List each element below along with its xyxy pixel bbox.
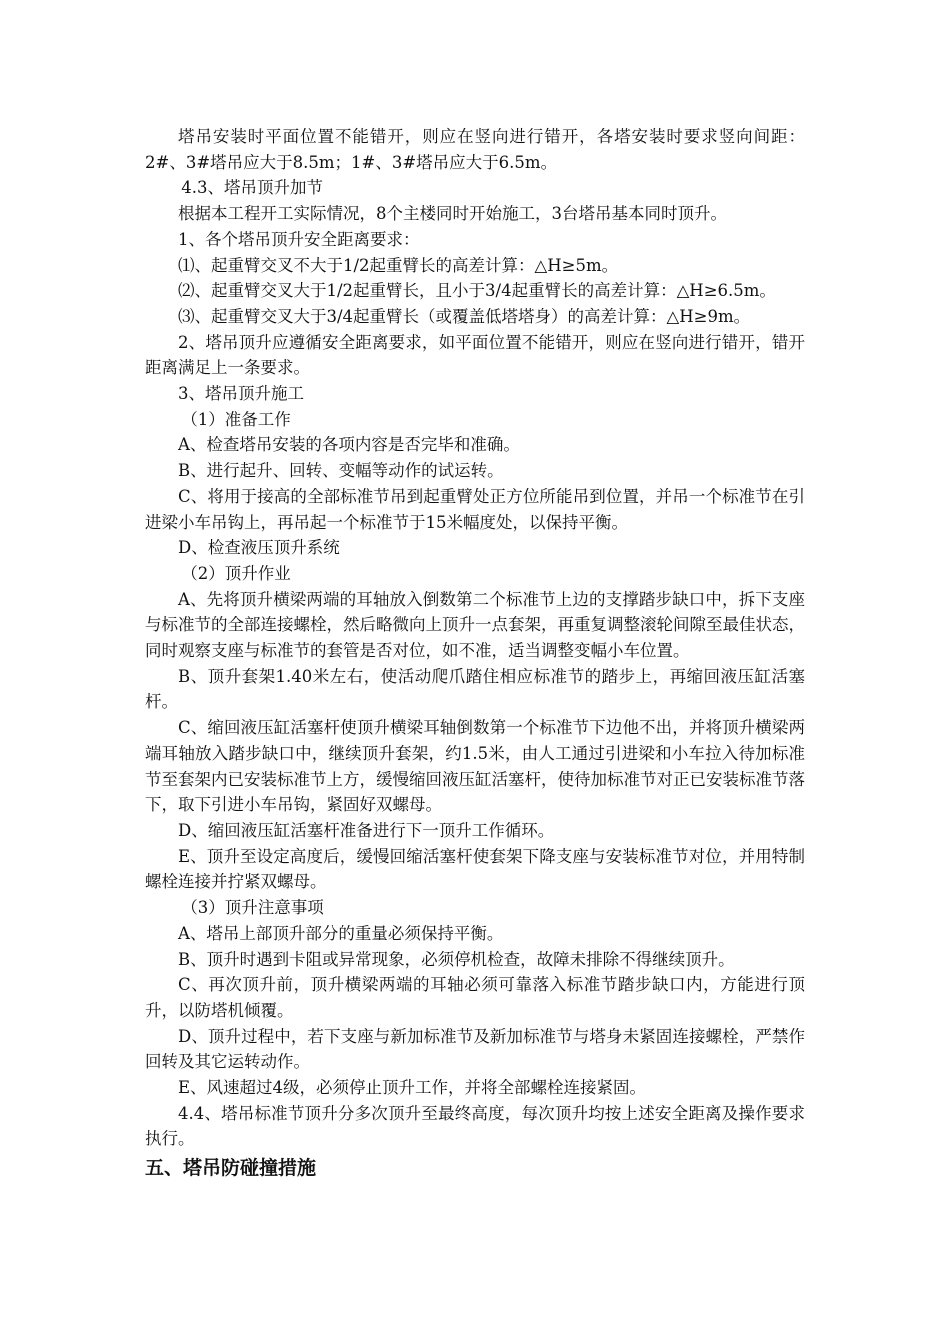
paragraph: A、塔吊上部顶升部分的重量必须保持平衡。 (178, 923, 504, 943)
paragraph: D、检查液压顶升系统 (178, 538, 340, 558)
paragraph: ⑴、起重臂交叉不大于1/2起重臂长的高差计算：△H≥5m。 (178, 255, 619, 275)
section-heading: 五、塔吊防碰撞措施 (145, 1157, 317, 1180)
paragraph: B、顶升套架1.40米左右，使活动爬爪踏住相应标准节的踏步上，再缩回液压缸活塞杆。 (145, 666, 805, 712)
paragraph: ⑶、起重臂交叉大于3/4起重臂长（或覆盖低塔塔身）的高差计算：△H≥9m。 (178, 306, 751, 326)
paragraph: E、顶升至设定高度后，缓慢回缩活塞杆使套架下降支座与安装标准节对位，并用特制螺栓连接并拧紧双螺母。 (145, 846, 805, 892)
paragraph: ⑵、起重臂交叉大于1/2起重臂长，且小于3/4起重臂长的高差计算：△H≥6.5m。 (178, 281, 776, 301)
subsection-title: （2）顶升作业 (181, 563, 291, 583)
document-body (145, 124, 805, 1182)
subsection-title: 4.3、塔吊顶升加节 (181, 178, 324, 198)
paragraph: D、顶升过程中，若下支座与新加标准节及新加标准节与塔身未紧固连接螺栓，严禁作回转及其它运转动作。 (145, 1026, 805, 1072)
paragraph: 塔吊安装时平面位置不能错开，则应在竖向进行错开，各塔安装时要求竖向间距：2#、3#塔吊应大于8.5m；1#、3#塔吊应大于6.5m。 (145, 127, 805, 172)
paragraph: 2、塔吊顶升应遵循安全距离要求，如平面位置不能错开，则应在竖向进行错开，错开距离满足上一条要求。 (145, 332, 805, 378)
paragraph: E、风速超过4级，必须停止顶升工作，并将全部螺栓连接紧固。 (178, 1078, 647, 1098)
subsection-title: （1）准备工作 (181, 409, 291, 429)
paragraph: B、顶升时遇到卡阻或异常现象，必须停机检查，故障未排除不得继续顶升。 (178, 949, 735, 969)
paragraph: A、检查塔吊安装的各项内容是否完毕和准确。 (178, 435, 520, 455)
paragraph: C、将用于接高的全部标准节吊到起重臂处正方位所能吊到位置，并吊一个标准节在引进梁小车吊钩上，再吊起一个标准节于15米幅度处，以保持平衡。 (145, 486, 805, 532)
paragraph: D、缩回液压缸活塞杆准备进行下一顶升工作循环。 (178, 820, 555, 840)
paragraph: C、缩回液压缸活塞杆使顶升横梁耳轴倒数第一个标准节下边他不出，并将顶升横梁两端耳轴放入踏步缺口中，继续顶升套架，约1.5米，由人工通过引进梁和小车拉入待加标准节至套架内已安装标准节上方，缓慢缩回液压缸活塞杆，使待加标准节对正已安装标准节落下，取下引进小车吊钩，紧固好双螺母。 (145, 718, 805, 815)
paragraph: 根据本工程开工实际情况，8个主楼同时开始施工，3台塔吊基本同时顶升。 (178, 204, 727, 224)
subsection-title: （3）顶升注意事项 (181, 898, 324, 918)
paragraph: A、先将顶升横梁两端的耳轴放入倒数第二个标准节上边的支撑踏步缺口中，拆下支座与标准节的全部连接螺栓，然后略微向上顶升一点套架，再重复调整滚轮间隙至最佳状态，同时观察支座与标准节的套管是否对位，如不准，适当调整变幅小车位置。 (145, 589, 805, 661)
paragraph: 3、塔吊顶升施工 (178, 384, 304, 404)
paragraph: 1、各个塔吊顶升安全距离要求： (178, 229, 420, 249)
paragraph: C、再次顶升前，顶升横梁两端的耳轴必须可靠落入标准节踏步缺口内，方能进行顶升，以防塔机倾覆。 (145, 975, 805, 1020)
paragraph: 4.4、塔吊标准节顶升分多次顶升至最终高度，每次顶升均按上述安全距离及操作要求执行。 (145, 1103, 805, 1149)
paragraph: B、进行起升、回转、变幅等动作的试运转。 (178, 461, 504, 481)
